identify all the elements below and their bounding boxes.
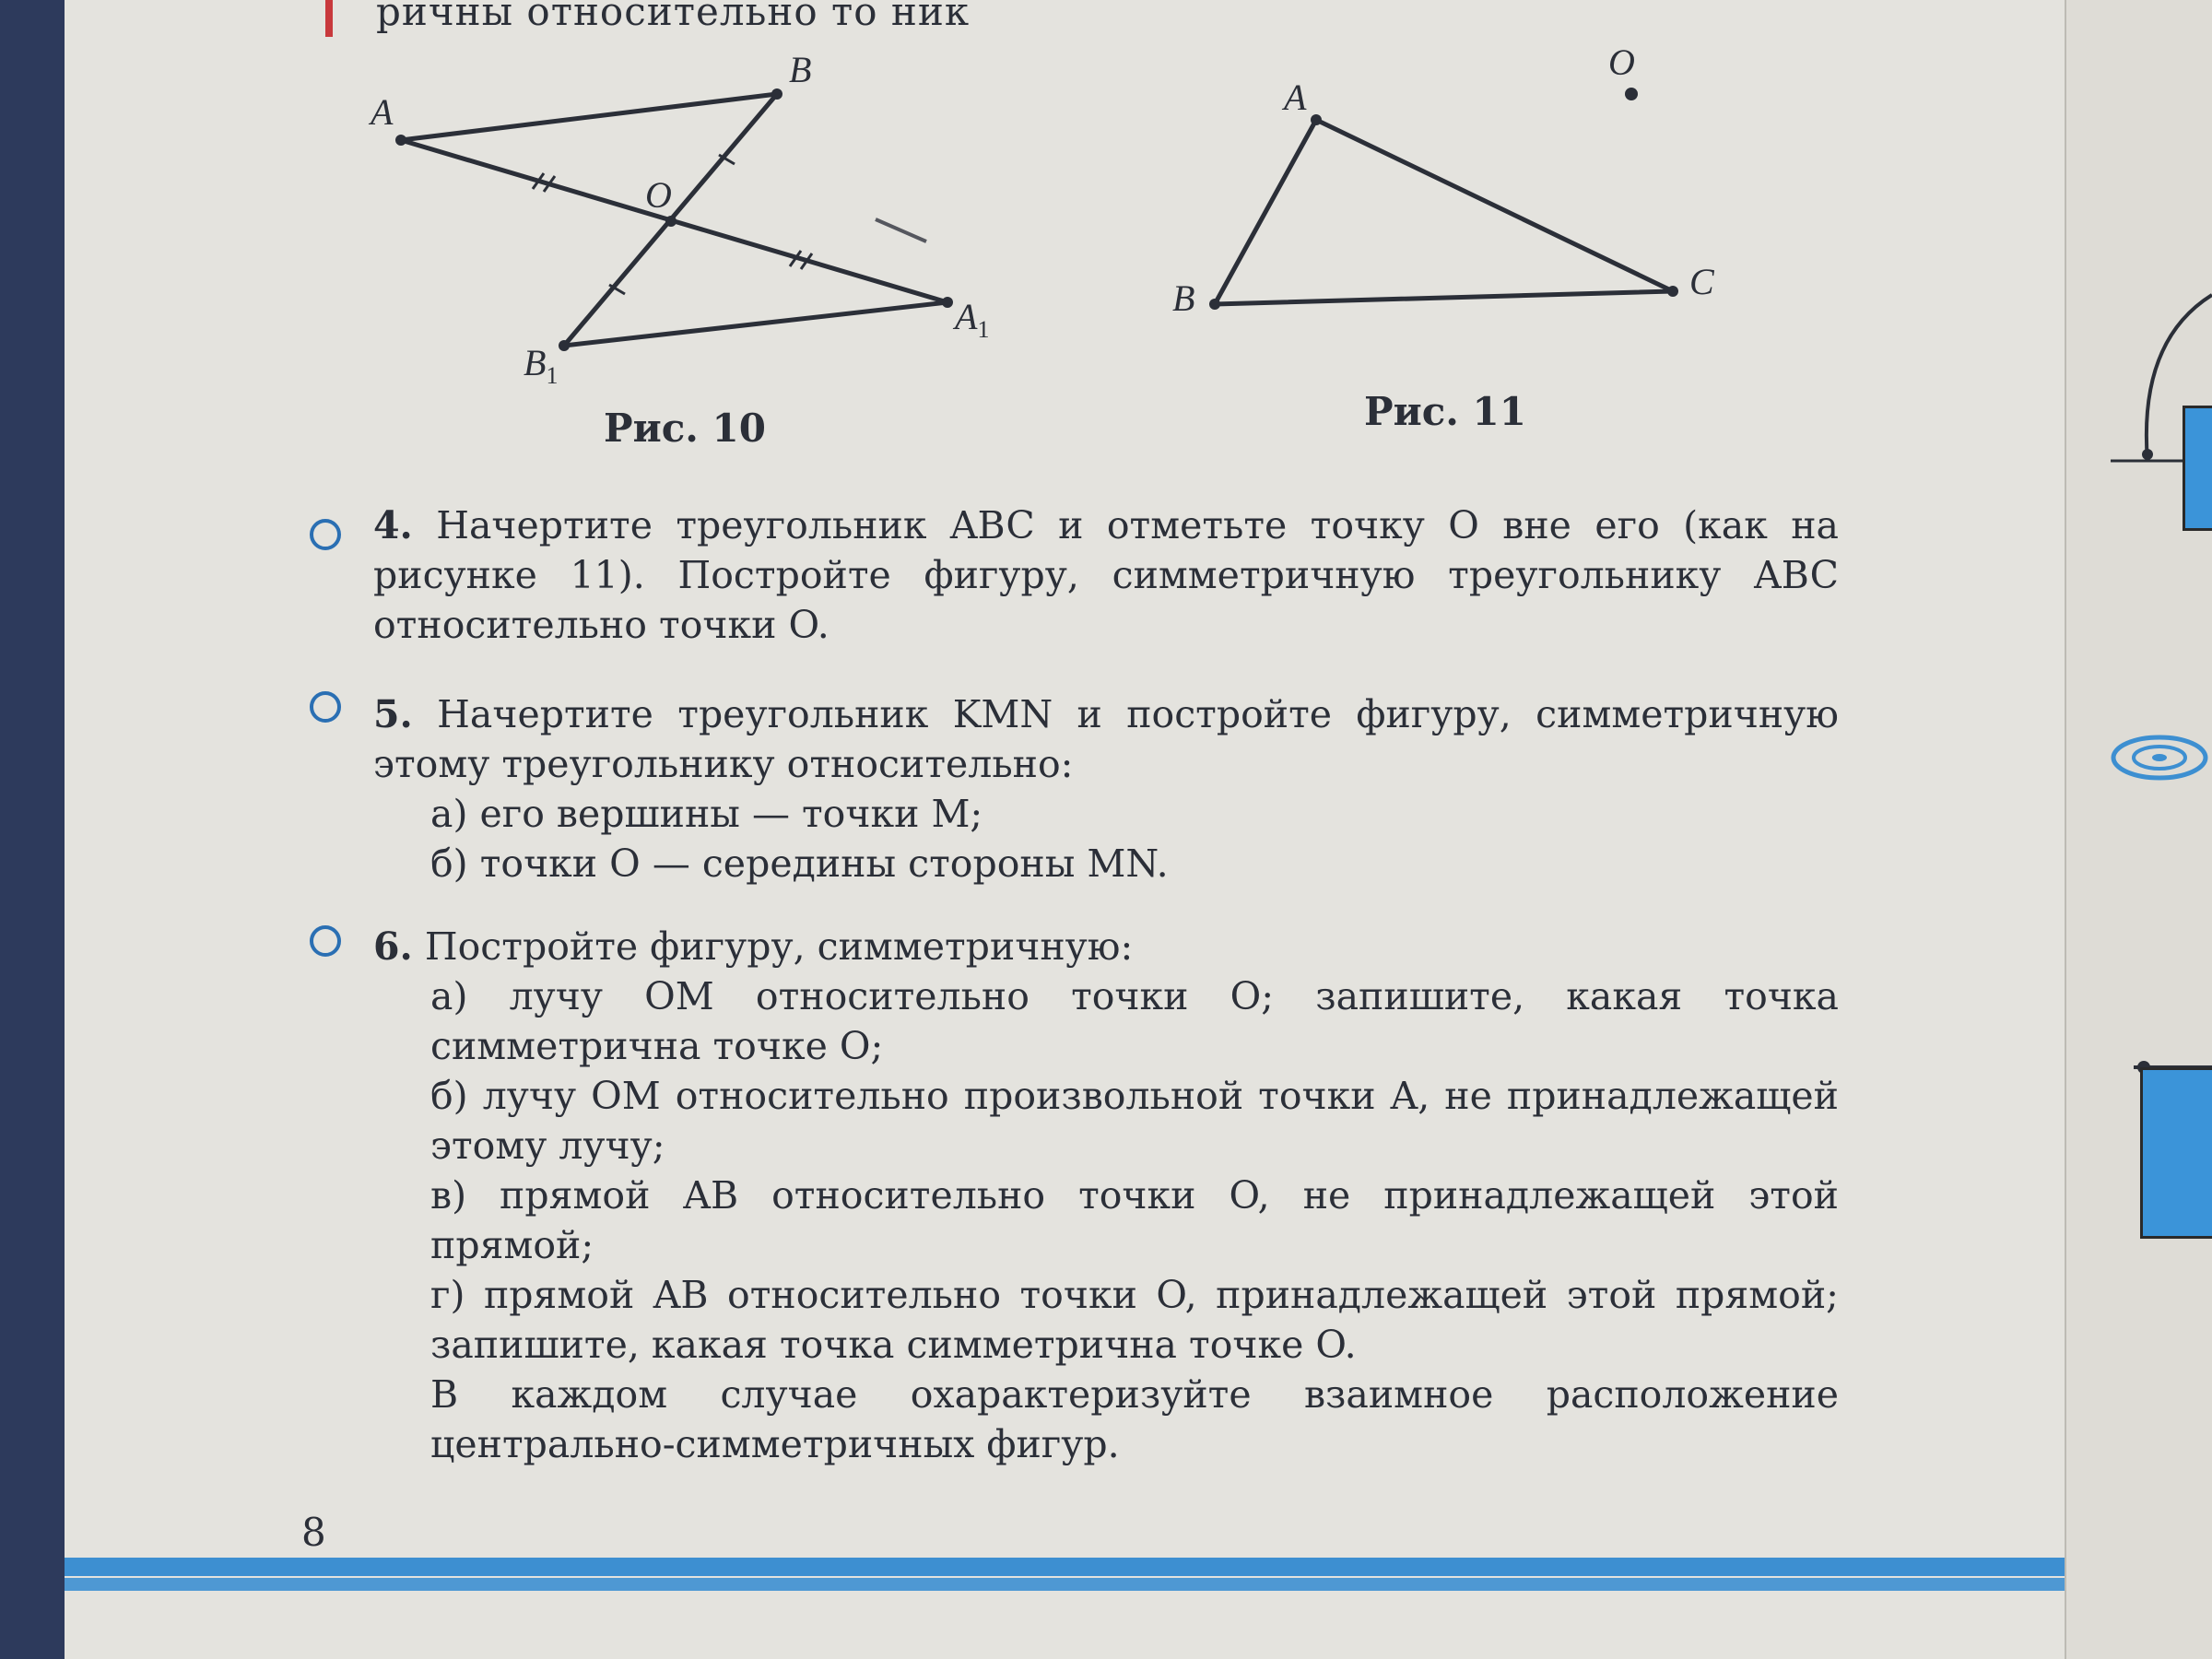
footer-bar xyxy=(65,1578,2065,1591)
task-bullet-icon xyxy=(310,691,341,723)
right-page-point xyxy=(2142,449,2153,460)
caption-fig-10: Рис. 10 xyxy=(604,406,766,451)
task-item: а) его вершины — точки M; xyxy=(430,792,983,836)
task-bullet-icon xyxy=(310,519,341,550)
label-point-b: B xyxy=(789,49,812,90)
task-number: 5. xyxy=(373,692,413,736)
right-page-blue-shape xyxy=(2183,406,2212,531)
figure-11-drawing xyxy=(1215,120,1673,304)
task-intro: Постройте фигуру, симметричную: xyxy=(424,924,1134,969)
page-number: 8 xyxy=(301,1510,326,1555)
point-b xyxy=(1209,299,1220,310)
task-item: а) лучу OM относительно точки O; запишите, какая точка симметрична точке O; xyxy=(430,974,1839,1068)
task-item: в) прямой AB относительно точки O, не принадлежащей этой прямой; xyxy=(430,1173,1839,1267)
task-6 xyxy=(373,922,1839,1469)
task-item: б) лучу OM относительно произвольной точки A, не принадлежащей этому лучу; xyxy=(430,1074,1839,1168)
task-5 xyxy=(373,689,1839,888)
label-point-b: B xyxy=(1172,277,1195,319)
task-item: б) точки O — середины стороны MN. xyxy=(430,841,1169,886)
point-b1 xyxy=(559,340,570,351)
point-a xyxy=(395,135,406,146)
task-outro: В каждом случае охарактеризуйте взаимное расположение центрально-симметричных фигур. xyxy=(430,1372,1839,1466)
point-c xyxy=(1667,286,1678,297)
task-text: Начертите треугольник ABC и отметьте точку O вне его (как на рисунке 11). Постройте фигуру, симметричную треугольнику ABC относительно точки O. xyxy=(373,503,1839,647)
label-point-o: O xyxy=(1608,41,1635,83)
cut-off-text: ричны относительно то ник xyxy=(376,0,971,34)
segment-b1a1 xyxy=(564,302,947,346)
figure-11-points xyxy=(1209,88,1678,310)
label-point-a: A xyxy=(371,91,394,133)
triangle-abc xyxy=(1215,120,1673,304)
task-item: г) прямой AB относительно точки O, принадлежащей этой прямой; запишите, какая точка симметрична точке O. xyxy=(430,1273,1839,1367)
label-point-b1: $B_1$ xyxy=(524,342,559,389)
right-page-blue-shape xyxy=(2140,1067,2212,1239)
disc-icon xyxy=(2109,730,2210,785)
point-b xyxy=(771,88,782,100)
task-number: 4. xyxy=(373,503,413,547)
footer-bar xyxy=(65,1558,2065,1576)
point-o xyxy=(1625,88,1638,100)
label-point-c: C xyxy=(1689,261,1714,302)
point-a1 xyxy=(942,297,953,308)
pencil-stroke xyxy=(876,219,926,241)
task-4 xyxy=(373,500,1839,650)
task-bullet-icon xyxy=(310,925,341,957)
caption-fig-11: Рис. 11 xyxy=(1364,389,1526,434)
segment-ab xyxy=(401,94,777,140)
task-number: 6. xyxy=(373,924,413,969)
label-point-a1: $A_1$ xyxy=(955,296,990,343)
label-point-o: O xyxy=(645,174,672,216)
task-intro: Начертите треугольник KMN и постройте фигуру, симметричную этому треугольнику относительно: xyxy=(373,692,1839,786)
label-point-a: A xyxy=(1284,76,1307,118)
point-a xyxy=(1311,114,1322,125)
point-o xyxy=(665,216,677,227)
